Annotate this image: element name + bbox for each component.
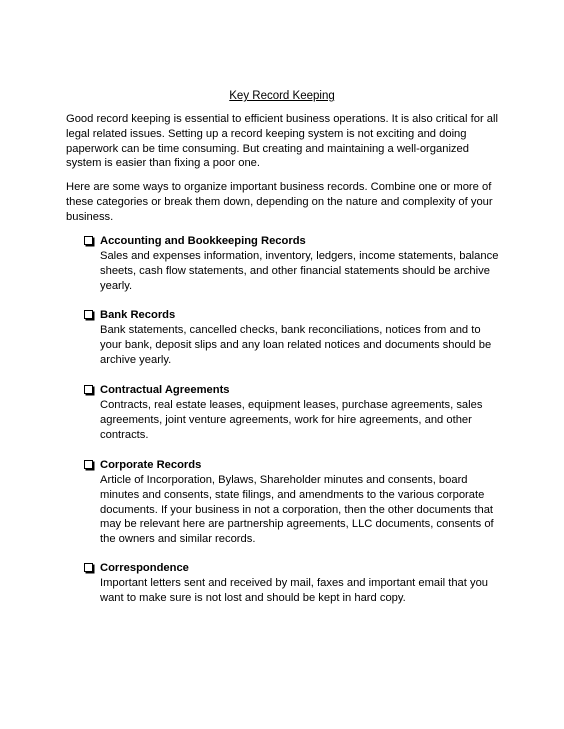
document-title: Key Record Keeping <box>229 90 335 102</box>
record-category-header <box>84 234 504 249</box>
checkbox-icon <box>84 310 93 319</box>
record-category-corporate <box>84 458 504 547</box>
record-category-header <box>84 308 504 323</box>
record-category-bank <box>84 308 504 367</box>
checkbox-icon <box>84 236 93 245</box>
checkbox-icon <box>84 385 93 394</box>
record-category-title: Accounting and Bookkeeping Records <box>100 235 306 247</box>
record-category-title: Corporate Records <box>100 459 202 471</box>
checkbox-icon <box>84 563 93 572</box>
intro-paragraph-1: Good record keeping is essential to efficient business operations. It is also critical for all legal related issues. Setting up a record keeping system is not exciting and doing paperwork can be time consuming. But creating and maintaining a well-organized system is easier than fixing a poor one. <box>66 113 498 170</box>
record-category-header <box>84 458 504 473</box>
record-category-title: Contractual Agreements <box>100 384 230 396</box>
intro-paragraph-2: Here are some ways to organize important business records. Combine one or more of these categories or break them down, depending on the nature and complexity of your business. <box>66 181 493 223</box>
record-category-description: Contracts, real estate leases, equipment leases, purchase agreements, sales agreements, joint venture agreements, work for hire agreements, and other contracts. <box>100 399 483 441</box>
record-category-accounting <box>84 234 504 293</box>
record-category-title: Bank Records <box>100 309 176 321</box>
record-category-contractual <box>84 383 504 442</box>
record-category-correspondence <box>84 561 504 606</box>
record-category-description: Article of Incorporation, Bylaws, Shareholder minutes and consents, board minutes and consents, state filings, and amendments to the various corporate documents. If your business in not a corporation, then the other documents that may be relevant here are partnership agreements, LLC documents, consents of the owners and similar records. <box>100 474 494 546</box>
record-category-description: Important letters sent and received by mail, faxes and important email that you want to make sure is not lost and should be kept in hard copy. <box>100 577 489 604</box>
record-category-description: Sales and expenses information, inventory, ledgers, income statements, balance sheets, cash flow statements, and other financial statements should be archive yearly. <box>100 250 499 292</box>
checkbox-icon <box>84 460 93 469</box>
record-category-header <box>84 383 504 398</box>
record-category-title: Correspondence <box>100 562 189 574</box>
record-category-header <box>84 561 504 576</box>
record-category-description: Bank statements, cancelled checks, bank reconciliations, notices from and to your bank, deposit slips and any loan related notices and documents should be archive yearly. <box>100 324 492 366</box>
